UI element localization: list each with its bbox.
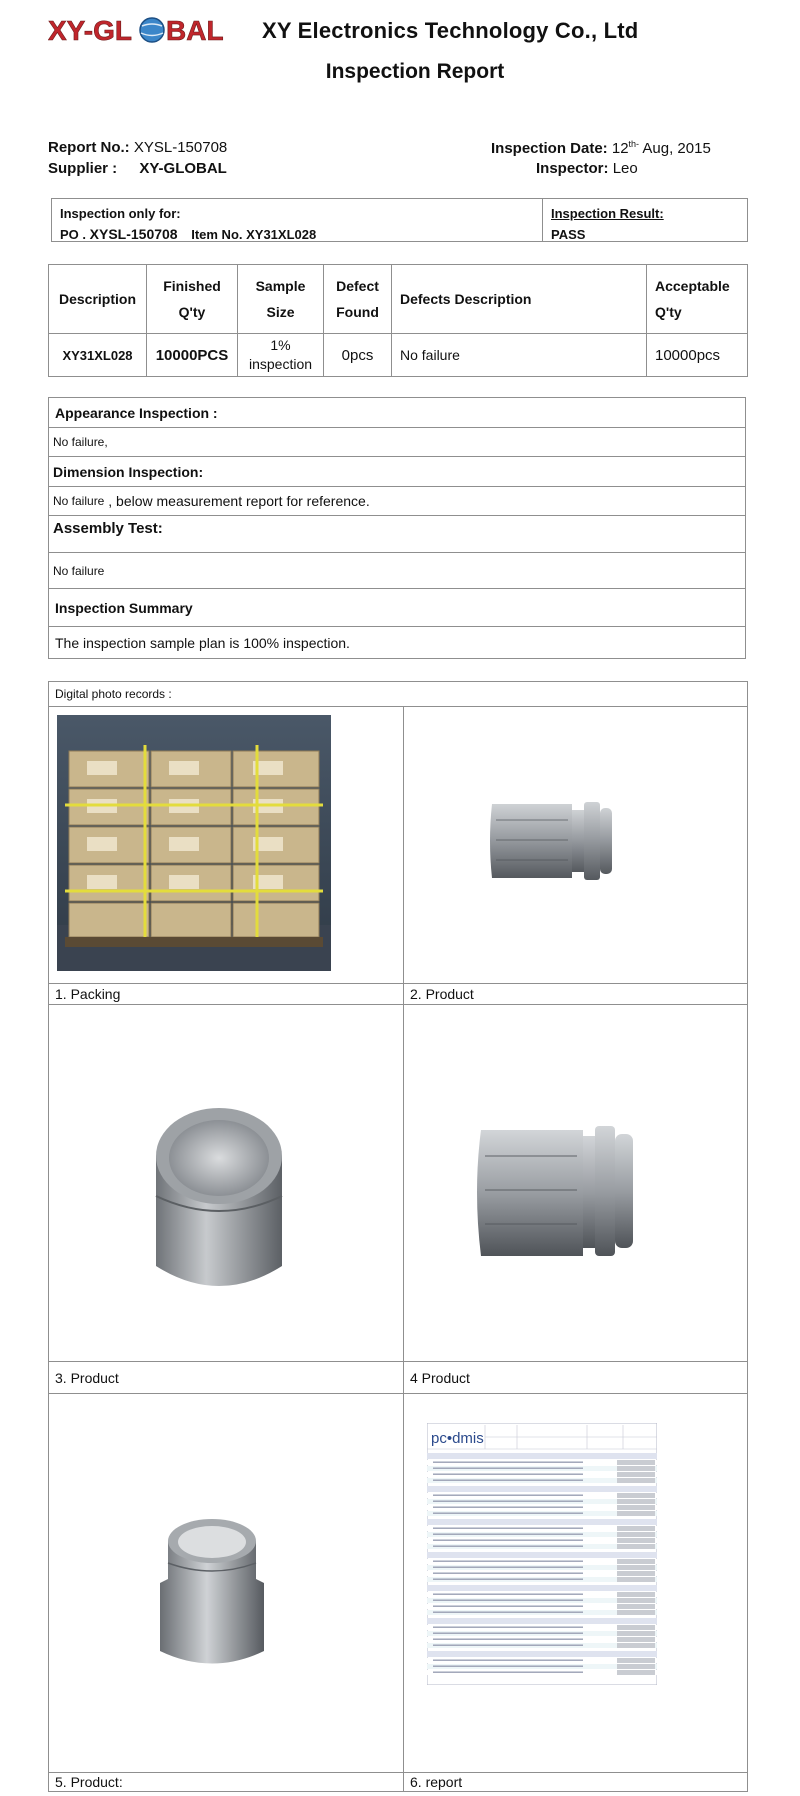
inspection-result-value: PASS [551,227,586,242]
inspection-date-day: 12 [611,140,629,157]
inspection-table [48,264,748,377]
item-no: Item No. XY31XL028 [191,227,317,242]
report-logo: pc•dmis [431,1430,484,1447]
th-description: Description [48,264,147,334]
company-logo [48,12,248,52]
photo-records [48,681,748,1792]
dimension-text [48,486,746,516]
th-sample-size: Sample Size [237,264,324,334]
td-finished-qty: 10000PCS [146,333,238,377]
product-photo-3 [144,1096,294,1296]
product-photo-2 [488,796,618,886]
inspection-date [491,139,711,157]
td-defect-found: 0pcs [323,333,392,377]
product-photo-4 [473,1116,643,1266]
th-acceptable-qty: Acceptable Q'ty [646,264,748,334]
inspection-for-label: Inspection only for: [60,206,181,221]
inspection-result-label: Inspection Result: [551,206,664,221]
td-defects-description: No failure [391,333,647,377]
inspector-value: Leo [612,160,638,177]
assembly-heading: Assembly Test: [48,515,746,553]
packing-photo [57,715,331,971]
supplier-label: Supplier : [48,160,118,177]
td-sample-size: 1% inspection [237,333,324,377]
inspection-for-box [51,198,543,242]
summary-heading: Inspection Summary [48,588,746,627]
svg-text:BAL: BAL [166,15,224,46]
company-name: XY Electronics Technology Co., Ltd [262,18,639,43]
td-acceptable-qty: 10000pcs [646,333,748,377]
report-no-value: XYSL-150708 [133,139,228,156]
appearance-heading: Appearance Inspection : [48,397,746,428]
th-finished-qty: Finished Q'ty [146,264,238,334]
summary-text: The inspection sample plan is 100% inspection. [48,626,746,659]
photo-label-6: 6. report [403,1772,748,1792]
th-defect-found: Defect Found [323,264,392,334]
inspector-label: Inspector: [536,160,609,177]
inspector [536,160,638,177]
th-defects-description: Defects Description [391,264,647,334]
product-photo-5 [152,1511,272,1671]
measurement-report-photo [427,1423,657,1685]
photo-label-3: 3. Product [48,1361,404,1394]
photo-records-header: Digital photo records : [48,681,748,707]
assembly-text: No failure [48,552,746,589]
appearance-text: No failure, [48,427,746,457]
po-line [60,224,534,245]
po-label: PO . [60,227,87,242]
supplier [48,160,227,177]
photo-label-2: 2. Product [403,983,748,1005]
report-no [48,139,227,156]
inspection-result-box [542,198,748,242]
svg-text:XY-GL: XY-GL [48,15,133,46]
dimension-heading: Dimension Inspection: [48,456,746,487]
td-description: XY31XL028 [48,333,147,377]
page-title: Inspection Report [325,60,505,83]
photo-label-1: 1. Packing [48,983,404,1005]
po-value: XYSL-150708 [89,226,178,242]
report-no-label: Report No.: [48,139,130,156]
supplier-value: XY-GLOBAL [139,160,227,177]
photo-label-5: 5. Product: [48,1772,404,1792]
dimension-text-2: , below measurement report for reference. [104,493,370,509]
inspection-date-label: Inspection Date: [491,140,608,157]
inspection-date-rest: Aug, 2015 [642,140,711,157]
dimension-text-1: No failure [53,494,105,508]
photo-label-4: 4 Product [403,1361,748,1394]
inspection-date-sup: th- [628,139,640,149]
